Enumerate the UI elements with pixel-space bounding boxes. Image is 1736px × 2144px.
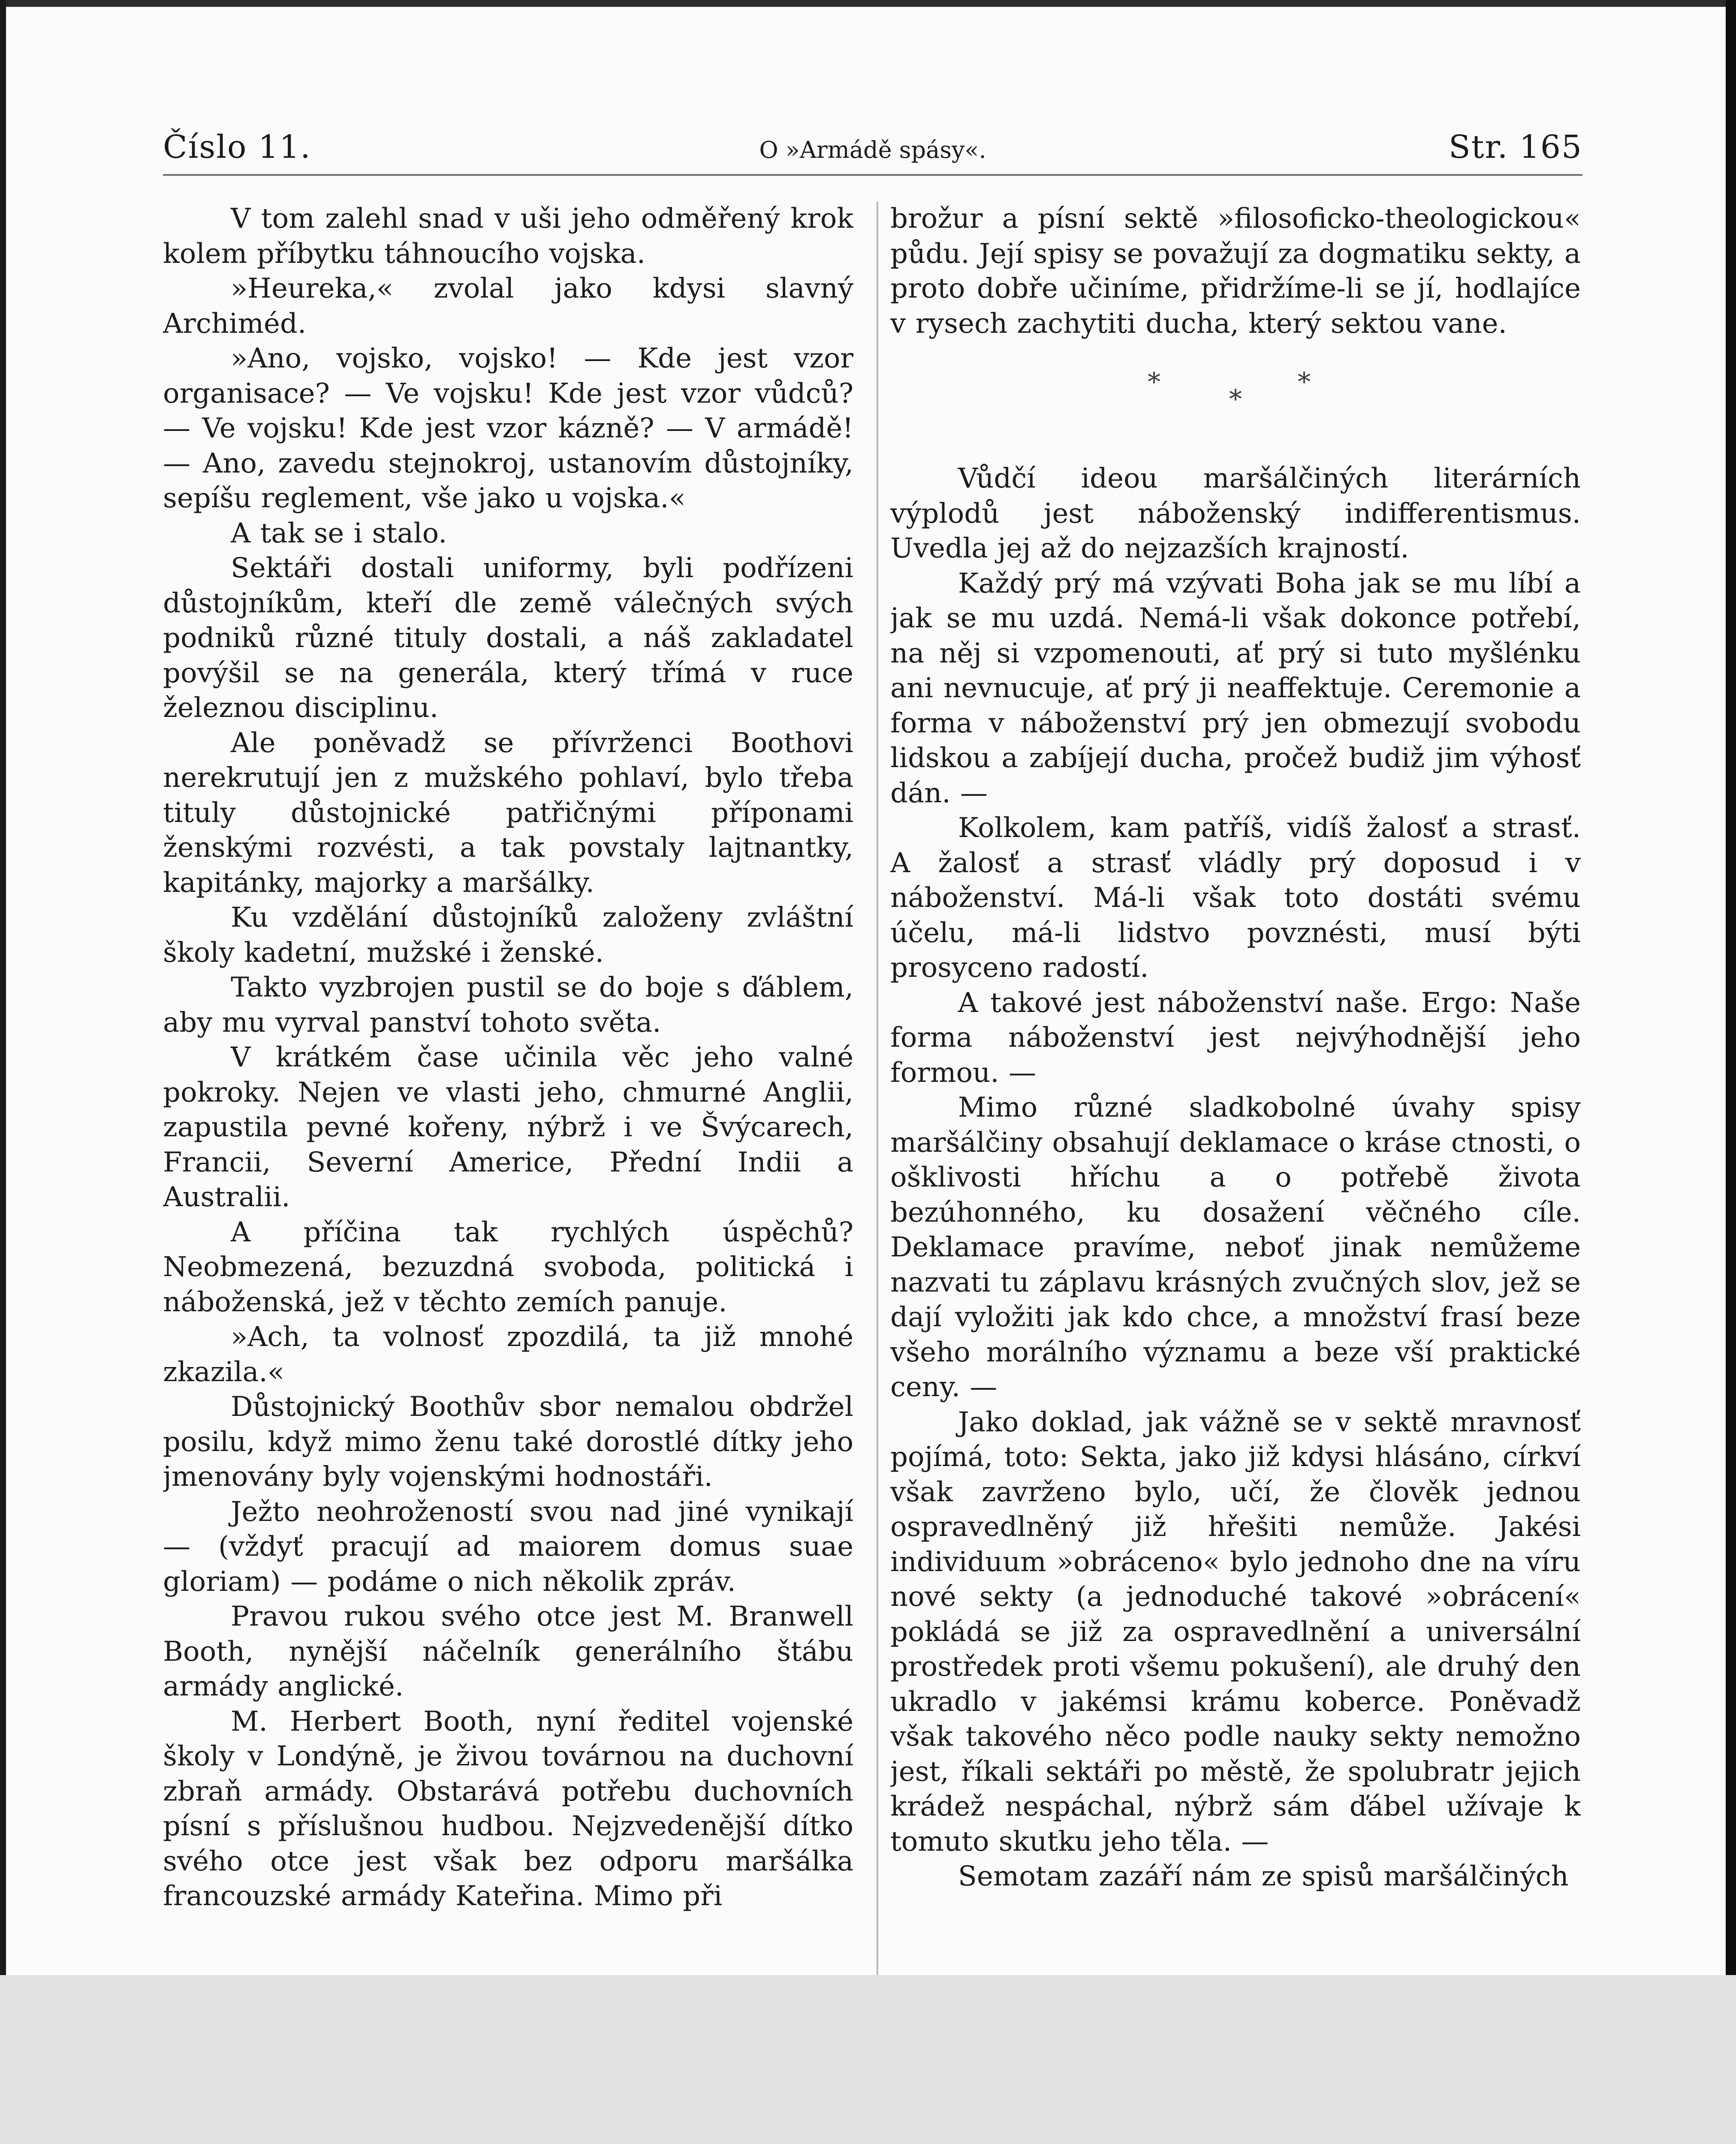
scan-edge-left xyxy=(0,0,6,1975)
paragraph: V krátkém čase učinila věc jeho valné pokroky. Nejen ve vlasti jeho, chmurné Anglii, zapustila pevné kořeny, nýbrž i ve Švýcarech, Francii, Severní Americe, Přední Indii a Australii. xyxy=(163,1042,853,1213)
paragraph: Mimo různé sladkobolné úvahy spisy maršálčiny obsahují deklamace o kráse ctnosti, o ošklivosti hříchu a o potřebě života bezúhonného, ku dosažení věčného cíle. Deklamace pravíme, neboť jinak nemůžeme nazvati tu záplavu krásných zvučných slov, jež se dají vyložiti jak kdo chce, a množství frasí beze všeho morálního významu a beze vší praktické ceny. — xyxy=(890,1092,1581,1403)
paragraph: Ježto neohrožeností svou nad jiné vynikají — (vždyť pracují ad maiorem domus suae gloriam) — podáme o nich několik zpráv. xyxy=(163,1496,853,1598)
paragraph: Jako doklad, jak vážně se v sektě mravnosť pojímá, toto: Sekta, jako již kdysi hlásáno, církví však zavrženo bylo, učí, že člověk jednou ospravedlněný již hřešiti nemůže. Jakési individuum »obráceno« bylo jednoho dne na víru nové sekty (a jednoduché takové »obrácení« pokládá se již za ospravedlnění a universální prostředek proti všemu pokušení), ale druhý den ukradlo v jakémsi krámu koberce. Poněvadž však takového něco podle nauky sekty nemožno jest, říkali sektáři po městě, že spolubratr jejich krádež nespáchal, nýbrž sám ďábel užívaje k tomuto skutku jeho těla. — xyxy=(890,1406,1581,1858)
page-header xyxy=(163,129,1582,173)
paragraph: Ale poněvadž se přívrženci Boothovi nerekrutují jen z mužského pohlaví, bylo třeba tituly důstojnické patřičnými příponami ženskými rozvésti, a tak povstaly lajtnantky, kapitánky, majorky a maršálky. xyxy=(163,727,853,899)
column-divider xyxy=(877,202,878,1975)
paragraph: Vůdčí ideou maršálčiných literárních výplodů jest náboženský indifferentismus. Uvedla jej až do nejzazších krajností. xyxy=(890,463,1581,564)
paragraph: Pravou rukou svého otce jest M. Branwell Booth, nynější náčelník generálního štábu armády anglické. xyxy=(163,1601,853,1702)
asterisk-icon: * xyxy=(1229,384,1242,414)
paragraph: Kolkolem, kam patříš, vidíš žalosť a strasť. A žalosť a strasť vládly prý doposud i v náboženství. Má-li však toto dostáti svému účelu, má-li lidstvo povznésti, musí býti prosyceno radostí. xyxy=(890,812,1581,984)
left-column xyxy=(163,202,853,1975)
asterisk-icon: * xyxy=(1148,367,1160,397)
paragraph: V tom zalehl snad v uši jeho odměřený krok kolem příbytku táhnoucího vojska. xyxy=(163,203,853,270)
paragraph: A příčina tak rychlých úspěchů? Neobmezená, bezuzdná svoboda, politická i náboženská, jež v těchto zemích panuje. xyxy=(163,1216,853,1318)
paragraph: Ku vzdělání důstojníků založeny zvláštní školy kadetní, mužské i ženské. xyxy=(163,902,853,969)
paragraph: Semotam zazáří nám ze spisů maršálčiných xyxy=(958,1861,1569,1892)
section-break xyxy=(890,367,1581,419)
paragraph: »Heureka,« zvolal jako kdysi slavný Archiméd. xyxy=(163,273,853,340)
paragraph: Takto vyzbrojen pustil se do boje s ďáblem, aby mu vyrval panství tohoto světa. xyxy=(163,972,853,1039)
paragraph: »Ach, ta volnosť zpozdilá, ta již mnohé zkazila.« xyxy=(163,1321,853,1388)
paragraph: »Ano, vojsko, vojsko! — Kde jest vzor organisace? — Ve vojsku! Kde jest vzor vůdců? — Ve vojsku! Kde jest vzor kázně? — V armádě! — Ano, zavedu stejnokroj, ustanovím důstojníky, sepíšu reglement, vše jako u vojska.« xyxy=(163,343,853,514)
paragraph: Každý prý má vzývati Boha jak se mu líbí a jak se mu uzdá. Nemá-li však dokonce potřebí, na něj si vzpomenouti, ať prý si tuto myšlénku ani nevnucuje, ať prý ji neaffektuje. Ceremonie a forma v náboženství prý jen obmezují svobodu lidskou a zabíjejí ducha, pročež budiž jim výhosť dán. — xyxy=(890,567,1581,809)
paragraph: M. Herbert Booth, nyní ředitel vojenské školy v Londýně, je živou továrnou na duchovní zbraň armády. Obstarává potřebu duchovních písní s příslušnou hudbou. Nejzvedenější dítko svého otce jest však bez odporu maršálka francouzské armády Kateřina. Mimo při xyxy=(163,1705,853,1912)
asterisk-icon: * xyxy=(1298,367,1311,397)
paragraph: A takové jest náboženství naše. Ergo: Naše forma náboženství jest nejvýhodnější jeho formou. — xyxy=(890,987,1581,1089)
paragraph: Sektáři dostali uniformy, byli podřízeni důstojníkům, kteří dle země válečných svých podniků různé tituly dostali, a náš zakladatel povýšil se na generála, který třímá v ruce železnou disciplinu. xyxy=(163,552,853,724)
paragraph-continued: brožur a písní sektě »filosoficko-theologickou« půdu. Její spisy se považují za dogmatiku sekty, a proto dobře učiníme, přidržíme-li se jí, hodlajíce v rysech zachytiti ducha, který sektou vane. xyxy=(890,203,1581,340)
issue-number: Číslo 11. xyxy=(163,129,311,166)
scan-edge-right xyxy=(1726,0,1736,1975)
page-number: Str. 165 xyxy=(1449,129,1582,166)
scan-edge-top xyxy=(0,0,1736,7)
header-divider xyxy=(163,174,1582,176)
running-title: O »Armádě spásy«. xyxy=(759,136,986,163)
paragraph: Důstojnický Boothův sbor nemalou obdržel posilu, když mimo ženu také dorostlé dítky jeho jmenovány byly vojenskými hodnostáři. xyxy=(163,1391,853,1493)
paragraph: A tak se i stalo. xyxy=(231,517,447,549)
right-column xyxy=(890,202,1581,1975)
